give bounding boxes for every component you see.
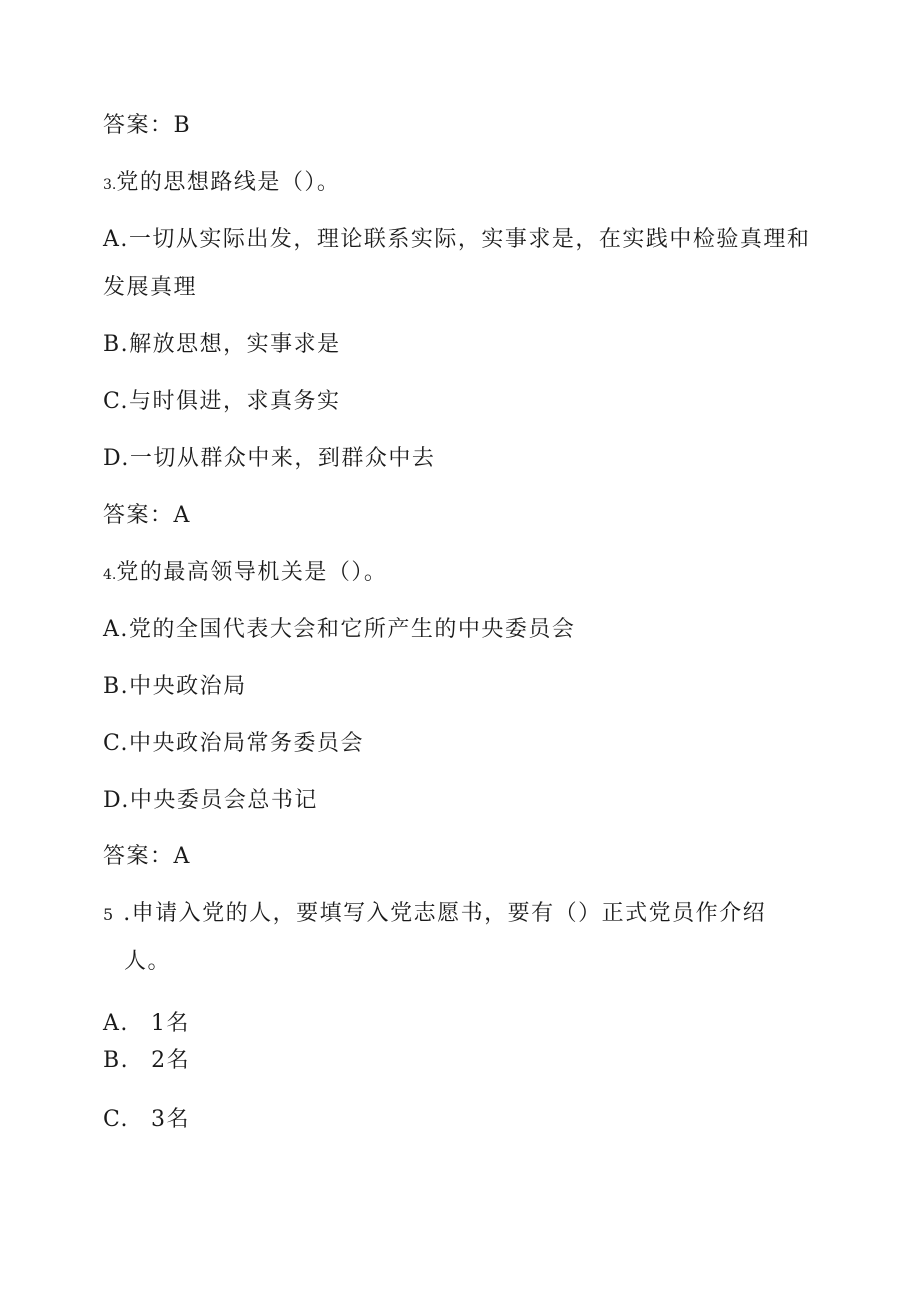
question-3-text: 党的思想路线是（）。: [116, 170, 341, 195]
q3-option-b: B.解放思想，实事求是: [103, 332, 341, 357]
answer-q2: 答案：B: [103, 113, 192, 138]
q4-option-c: C.中央政治局常务委员会: [103, 731, 365, 756]
q5-option-a-text: 1名: [150, 1011, 190, 1036]
q4-option-b: B.中央政治局: [103, 674, 247, 699]
q5-option-a-letter: A.: [103, 1011, 129, 1036]
q3-option-d: D.一切从群众中来，到群众中去: [103, 446, 436, 471]
question-5-line2: 人。: [124, 949, 172, 974]
q4-option-d: D.中央委员会总书记: [103, 788, 318, 813]
question-4-number: 4.: [103, 567, 117, 583]
answer-q4: 答案：A: [103, 844, 191, 869]
q4-option-a: A.党的全国代表大会和它所产生的中央委员会: [103, 617, 576, 642]
q5-option-b-text: 2名: [151, 1048, 191, 1073]
question-3: [103, 168, 340, 200]
q3-option-a-line2: 发展真理: [103, 275, 198, 300]
question-5-text: .申请入党的人，要填写入党志愿书，要有（）正式党员作介绍: [123, 901, 767, 926]
q5-option-c: [103, 1105, 190, 1135]
q5-option-c-text: 3名: [151, 1107, 191, 1132]
question-4: [103, 558, 387, 590]
q5-option-b: [103, 1046, 190, 1076]
q3-option-c: C.与时俱进，求真务实: [103, 389, 341, 414]
answer-q3: 答案：A: [103, 503, 191, 528]
question-4-text: 党的最高领导机关是（）。: [116, 560, 388, 585]
q5-option-a: [103, 1009, 190, 1039]
q3-option-a-line1: A.一切从实际出发，理论联系实际，实事求是，在实践中检验真理和: [103, 227, 811, 252]
question-3-number: 3.: [103, 177, 117, 193]
q5-option-b-letter: B.: [103, 1048, 130, 1073]
question-5-number: 5: [103, 905, 114, 924]
q5-option-c-letter: C.: [103, 1107, 130, 1132]
question-5-line1: [103, 899, 766, 930]
